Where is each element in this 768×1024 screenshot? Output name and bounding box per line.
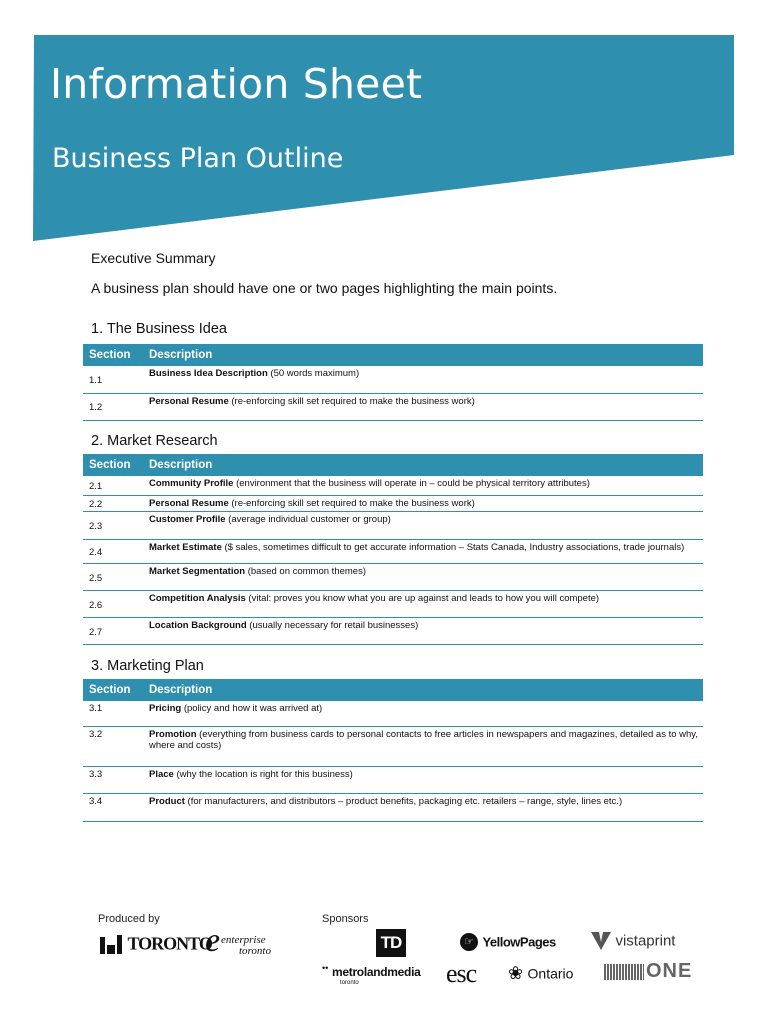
row-description: Community Profile (environment that the business will operate in – could be physical territory attributes)	[143, 476, 703, 496]
row-number: 1.1	[83, 366, 143, 393]
header-banner	[0, 0, 768, 250]
section-marketing-plan	[83, 656, 705, 822]
section-heading: 1. The Business Idea	[91, 321, 227, 337]
page-subtitle: Business Plan Outline	[52, 143, 344, 174]
row-number: 2.6	[83, 591, 143, 618]
column-header-section: Section	[83, 454, 143, 476]
table-row	[83, 793, 703, 821]
row-description: Competition Analysis (vital: proves you know what you are up against and leads to how you will compete)	[143, 591, 703, 618]
table-row	[83, 366, 703, 393]
esc-logo: esc	[446, 959, 477, 988]
column-header-section: Section	[83, 344, 143, 366]
enterprise-e-mark: e	[205, 922, 221, 959]
one-network-logo: ONE	[604, 962, 686, 990]
column-header-description: Description	[143, 679, 703, 701]
one-texture-mark	[604, 964, 644, 980]
section-table	[83, 679, 703, 822]
row-number: 2.2	[83, 496, 143, 512]
table-row	[83, 393, 703, 420]
row-number: 2.7	[83, 618, 143, 645]
ontario-logo: ❀ Ontario	[508, 963, 574, 983]
row-number: 3.1	[83, 701, 143, 726]
row-number: 3.2	[83, 726, 143, 766]
footer	[0, 905, 768, 1024]
table-row	[83, 766, 703, 793]
section-table	[83, 344, 703, 421]
table-row	[83, 618, 703, 645]
enterprise-toronto-logo: e enterprise toronto	[205, 922, 271, 959]
row-description: Pricing (policy and how it was arrived at)	[143, 701, 703, 726]
city-hall-icon	[99, 933, 123, 955]
page-title: Information Sheet	[50, 60, 423, 108]
column-header-description: Description	[143, 454, 703, 476]
table-row	[83, 564, 703, 591]
table-row	[83, 726, 703, 766]
section-business-idea	[83, 319, 705, 421]
table-row	[83, 476, 703, 496]
sponsors-label: Sponsors	[322, 913, 369, 925]
executive-summary-text: A business plan should have one or two pages highlighting the main points.	[91, 280, 558, 296]
column-header-section: Section	[83, 679, 143, 701]
main-content	[83, 248, 705, 822]
row-description: Business Idea Description (50 words maximum)	[143, 366, 703, 393]
metroland-dots-icon: ••	[322, 963, 329, 973]
row-number: 3.4	[83, 793, 143, 821]
section-table	[83, 454, 703, 646]
row-number: 2.1	[83, 476, 143, 496]
produced-by-label: Produced by	[98, 913, 160, 925]
row-description: Market Segmentation (based on common themes)	[143, 564, 703, 591]
table-row	[83, 701, 703, 726]
row-description: Customer Profile (average individual customer or group)	[143, 512, 703, 540]
row-number: 3.3	[83, 766, 143, 793]
table-row	[83, 540, 703, 564]
row-description: Promotion (everything from business cards to personal contacts to free articles in newspapers and magazines, detailed as to why, where and costs)	[143, 726, 703, 766]
td-logo: TD	[376, 929, 406, 957]
banner-shape	[0, 0, 768, 250]
yellowpages-logo: ☞ YellowPages	[460, 933, 556, 955]
row-description: Personal Resume (re-enforcing skill set required to make the business work)	[143, 393, 703, 420]
section-heading: 2. Market Research	[91, 432, 218, 449]
row-description: Place (why the location is right for this business)	[143, 766, 703, 793]
row-number: 2.4	[83, 540, 143, 564]
row-description: Market Estimate ($ sales, sometimes difficult to get accurate information – Stats Canada, Industry associations, trade journals)	[143, 540, 703, 564]
row-number: 2.5	[83, 564, 143, 591]
row-description: Personal Resume (re-enforcing skill set required to make the business work)	[143, 496, 703, 512]
table-row	[83, 591, 703, 618]
vistaprint-logo: vistaprint	[591, 932, 675, 954]
row-description: Product (for manufacturers, and distributors – product benefits, packaging etc. retailers – range, style, lines etc.)	[143, 793, 703, 821]
section-market-research	[83, 431, 705, 646]
row-number: 2.3	[83, 512, 143, 540]
row-number: 1.2	[83, 393, 143, 420]
section-heading: 3. Marketing Plan	[91, 658, 204, 674]
executive-summary-heading: Executive Summary	[91, 250, 216, 266]
row-description: Location Background (usually necessary for retail businesses)	[143, 618, 703, 645]
vistaprint-v-icon	[591, 932, 611, 950]
column-header-description: Description	[143, 344, 703, 366]
table-row	[83, 496, 703, 512]
trillium-icon: ❀	[508, 963, 524, 983]
metroland-media-logo: •• metrolandmedia toronto	[322, 963, 421, 986]
walking-fingers-icon: ☞	[460, 933, 478, 951]
table-row	[83, 512, 703, 540]
toronto-logo: TORONTO	[99, 933, 212, 957]
